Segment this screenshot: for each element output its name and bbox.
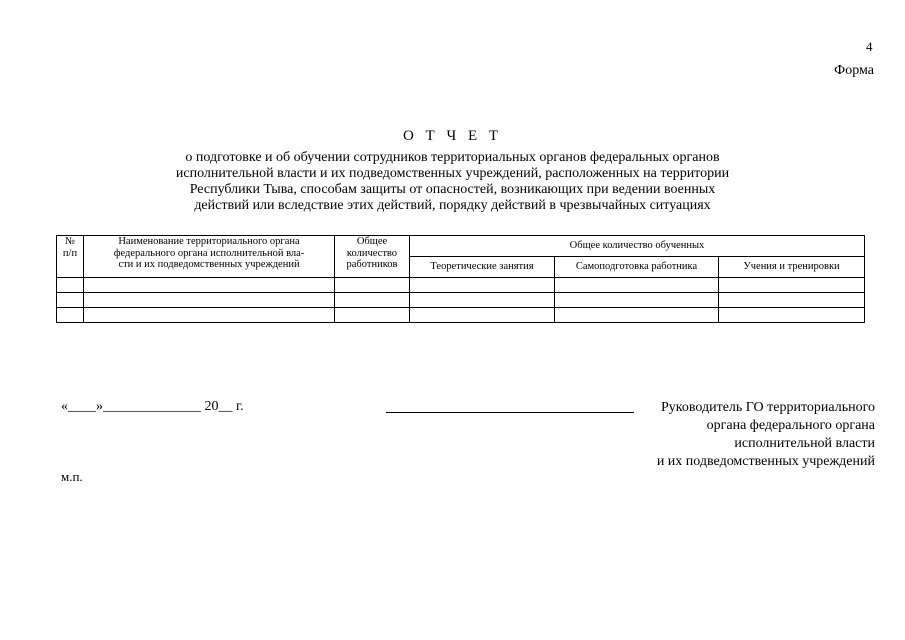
- table-header-row: [57, 236, 865, 257]
- date-line: «____»______________ 20__ г.: [61, 399, 244, 414]
- report-table: [56, 235, 865, 323]
- header-trained-total: Общее количество обученных: [410, 236, 865, 257]
- header-self-training: Самоподготовка работника: [555, 257, 719, 278]
- signature-line: [386, 412, 634, 413]
- table-row: [57, 293, 865, 308]
- form-label: Форма: [834, 63, 874, 78]
- header-organization-name: Наименование территориального органа федерального органа исполнительной вла- сти и их подведомственных учреждений: [84, 236, 335, 278]
- subtitle-line: действий или вследствие этих действий, порядку действий в чрезвычайных ситуациях: [194, 198, 711, 213]
- signatory-title-line: органа федерального органа: [706, 418, 875, 433]
- header-number: № п/п: [57, 236, 84, 278]
- page-number: 4: [866, 39, 873, 54]
- header-theory-classes: Теоретические занятия: [410, 257, 555, 278]
- table-row: [57, 278, 865, 293]
- signatory-title-line: исполнительной власти: [734, 436, 875, 451]
- table-row: [57, 308, 865, 323]
- subtitle-line: Республики Тыва, способам защиты от опасностей, возникающих при ведении военных: [189, 182, 716, 197]
- document-title: О Т Ч Е Т: [402, 128, 503, 144]
- document-subtitle: [140, 150, 765, 214]
- header-total-employees: Общее количество работников: [335, 236, 410, 278]
- subtitle-line: исполнительной власти и их подведомственных учреждений, расположенных на территории: [175, 166, 730, 181]
- signatory-title: [600, 399, 875, 471]
- header-exercises-drills: Учения и тренировки: [719, 257, 865, 278]
- signatory-title-line: Руководитель ГО территориального: [660, 400, 875, 415]
- subtitle-line: о подготовке и об обучении сотрудников территориальных органов федеральных органов: [185, 150, 720, 165]
- stamp-label: м.п.: [61, 469, 83, 484]
- signatory-title-line: и их подведомственных учреждений: [656, 454, 875, 469]
